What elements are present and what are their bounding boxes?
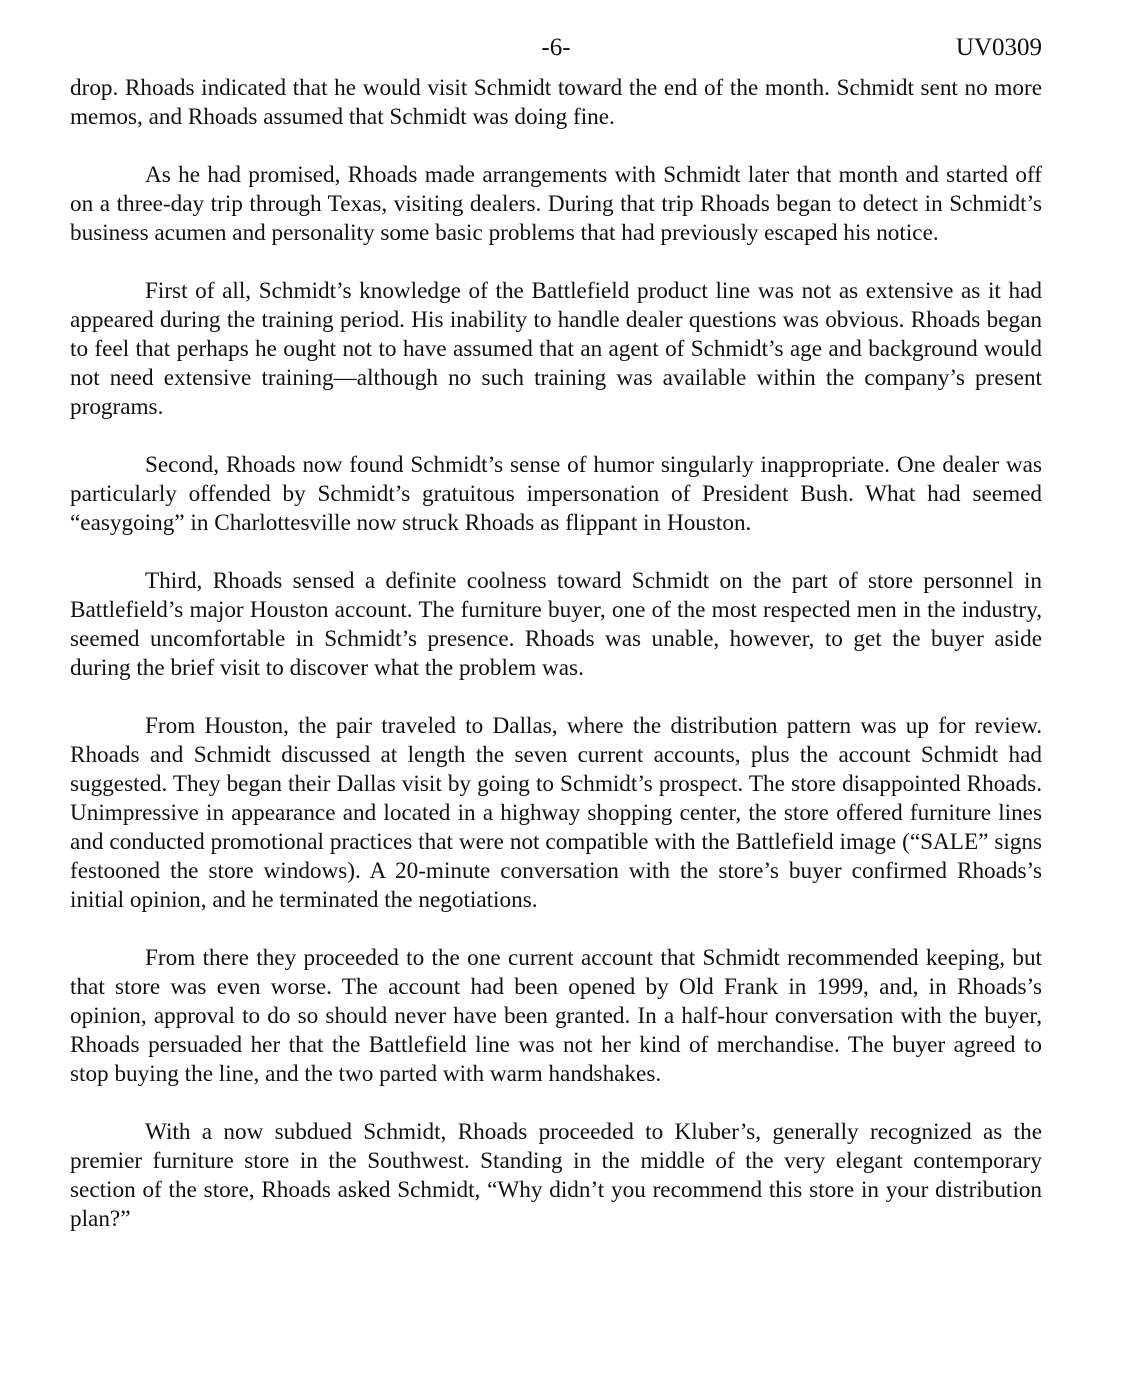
- paragraph-8: With a now subdued Schmidt, Rhoads proceeded to Kluber’s, generally recognized as the premier furniture store in the Southwest. Standing in the middle of the very elegant contemporary section of the store, Rhoads asked Schmidt, “Why didn’t you recommend this store in your distribution plan?”: [70, 1119, 1042, 1232]
- document-page: [70, 34, 1042, 1263]
- paragraph-2: As he had promised, Rhoads made arrangements with Schmidt later that month and started off on a three-day trip through Texas, visiting dealers. During that trip Rhoads began to detect in Schmidt’s business acumen and personality some basic problems that had previously escaped his notice.: [70, 162, 1042, 246]
- paragraph-6: From Houston, the pair traveled to Dallas, where the distribution pattern was up for review. Rhoads and Schmidt discussed at length the seven current accounts, plus the account Schmidt had suggested. They began their Dallas visit by going to Schmidt’s prospect. The store disappointed Rhoads. Unimpressive in appearance and located in a highway shopping center, the store offered furniture lines and conducted promotional practices that were not compatible with the Battlefield image (“SALE” signs festooned the store windows). A 20-minute conversation with the store’s buyer confirmed Rhoads’s initial opinion, and he terminated the negotiations.: [70, 713, 1042, 913]
- document-body: [70, 74, 1042, 1234]
- document-code: UV0309: [955, 34, 1042, 61]
- page-number: -6-: [541, 34, 571, 61]
- paragraph-5: Third, Rhoads sensed a definite coolness toward Schmidt on the part of store personnel in Battlefield’s major Houston account. The furniture buyer, one of the most respected men in the industry, seemed uncomfortable in Schmidt’s presence. Rhoads was unable, however, to get the buyer aside during the brief visit to discover what the problem was.: [70, 568, 1042, 681]
- paragraph-7: From there they proceeded to the one current account that Schmidt recommended keeping, but that store was even worse. The account had been opened by Old Frank in 1999, and, in Rhoads’s opinion, approval to do so should never have been granted. In a half-hour conversation with the buyer, Rhoads persuaded her that the Battlefield line was not her kind of merchandise. The buyer agreed to stop buying the line, and the two parted with warm handshakes.: [70, 945, 1042, 1087]
- paragraph-3: First of all, Schmidt’s knowledge of the Battlefield product line was not as extensive as it had appeared during the training period. His inability to handle dealer questions was obvious. Rhoads began to feel that perhaps he ought not to have assumed that an agent of Schmidt’s age and background would not need extensive training—although no such training was available within the company’s present programs.: [70, 278, 1042, 420]
- paragraph-4: Second, Rhoads now found Schmidt’s sense of humor singularly inappropriate. One dealer was particularly offended by Schmidt’s gratuitous impersonation of President Bush. What had seemed “easygoing” in Charlottesville now struck Rhoads as flippant in Houston.: [70, 452, 1042, 536]
- paragraph-1: drop. Rhoads indicated that he would visit Schmidt toward the end of the month. Schmidt sent no more memos, and Rhoads assumed that Schmidt was doing fine.: [70, 75, 1042, 130]
- page-header: [70, 34, 1042, 74]
